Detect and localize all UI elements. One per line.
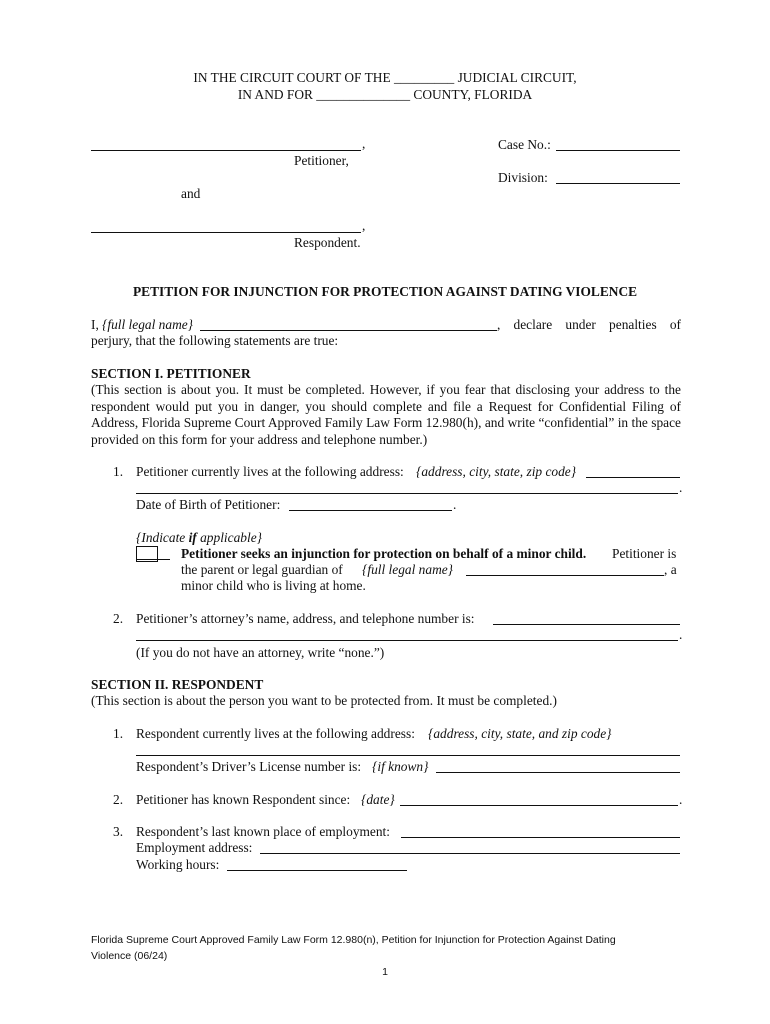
case-no-field[interactable] xyxy=(556,150,680,151)
s1-item2-text: Petitioner’s attorney’s name, address, and telephone number is: xyxy=(136,611,475,626)
s2-item3-text: Respondent’s last known place of employment: xyxy=(136,824,391,839)
working-hours-field[interactable] xyxy=(227,870,407,871)
petitioner-address-field-1[interactable] xyxy=(586,477,680,478)
minor-line3: minor child who is living at home. xyxy=(181,578,366,593)
dl-label: Respondent’s Driver’s License number is: xyxy=(136,759,362,774)
section2-heading: SECTION II. RESPONDENT xyxy=(91,677,264,692)
s2-item3-number: 3. xyxy=(113,824,124,839)
court-header-line1: IN THE CIRCUIT COURT OF THE _________ JUDICIAL CIRCUIT, xyxy=(193,70,577,85)
attorney-field-1[interactable] xyxy=(493,624,680,625)
section1-heading: SECTION I. PETITIONER xyxy=(91,366,251,381)
dl-hint: {if known} xyxy=(372,759,429,774)
declaration-line2: perjury, that the following statements are true: xyxy=(91,333,339,348)
working-hours-label: Working hours: xyxy=(136,857,220,872)
respondent-label: Respondent. xyxy=(294,235,361,250)
page-number: 1 xyxy=(382,966,388,978)
footer-line1: Florida Supreme Court Approved Family Law Form 12.980(n), Petition for Injunction for Protection Against Dating xyxy=(91,934,616,946)
minor-child-rest: Petitioner is xyxy=(612,546,677,561)
division-field[interactable] xyxy=(556,183,680,184)
indicate-applicable-note: {Indicate if applicable} xyxy=(136,530,262,545)
employment-address-label: Employment address: xyxy=(136,840,253,855)
petitioner-label: Petitioner, xyxy=(294,153,349,168)
division-label: Division: xyxy=(498,170,548,185)
known-since-field[interactable] xyxy=(400,805,678,806)
s1-item1-number: 1. xyxy=(113,464,124,479)
form-title: PETITION FOR INJUNCTION FOR PROTECTION AGAINST DATING VIOLENCE xyxy=(132,284,638,299)
minor-line2-pre: the parent or legal guardian of xyxy=(181,562,343,577)
s2-item2-number: 2. xyxy=(113,792,124,807)
declaration-prefix: I, xyxy=(91,317,99,332)
respondent-name-line[interactable] xyxy=(91,232,361,233)
petitioner-address-field-2[interactable] xyxy=(136,493,678,494)
minor-child-checkbox-row xyxy=(136,546,162,565)
dob-label: Date of Birth of Petitioner: xyxy=(136,497,281,512)
full-legal-name-field[interactable] xyxy=(200,330,497,331)
court-header-line2: IN AND FOR ______________ COUNTY, FLORIDA xyxy=(237,87,533,102)
minor-child-statement: Petitioner seeks an injunction for protection on behalf of a minor child. xyxy=(181,546,587,561)
s2-item2-text: Petitioner has known Respondent since: xyxy=(136,792,351,807)
s2-item1-number: 1. xyxy=(113,726,124,741)
minor-child-name-field[interactable] xyxy=(466,575,664,576)
s2-item1-text: Respondent currently lives at the following address: xyxy=(136,726,415,741)
declaration-suffix: , declare under penalties of xyxy=(497,317,681,332)
respondent-address-field[interactable] xyxy=(136,755,680,756)
employment-place-field[interactable] xyxy=(401,837,680,838)
s1-item1-text: Petitioner currently lives at the following address: xyxy=(136,464,404,479)
attorney-note: (If you do not have an attorney, write “none.”) xyxy=(136,645,385,660)
s2-item1-hint: {address, city, state, and zip code} xyxy=(428,726,612,741)
attorney-field-2[interactable] xyxy=(136,640,678,641)
petitioner-name-line[interactable] xyxy=(91,150,361,151)
s1-item1-hint: {address, city, state, zip code} xyxy=(416,464,577,479)
and-label: and xyxy=(181,186,201,201)
minor-line2-post: , a xyxy=(664,562,677,577)
s2-item2-hint: {date} xyxy=(361,792,395,807)
section1-intro: (This section is about you. It must be completed. However, if you fear that disclosing your address to the respondent would put you in danger, you should complete and file a Request for Confidential Filing of Address, Florida Supreme Court Approved Family Law Form 12.980(h), and write “confidential” in the space provided on this form for your address and telephone number.) xyxy=(91,382,681,447)
drivers-license-field[interactable] xyxy=(436,772,680,773)
dob-field[interactable] xyxy=(289,510,452,511)
document-page: IN THE CIRCUIT COURT OF THE _________ JUDICIAL CIRCUIT, IN AND FOR ______________ COUNTY, FLORIDA , Petitioner, and , Respondent. Case No.: Division: PETITION FOR INJUNCTION FOR PROTECTION AGAINST DATING VIOLENCE I, {full legal name} , declare under penalties of perjury, that the following statements are true: SECTION I. PETITIONER (This section is about you. It must be completed. However, if you fear that disclosing your address to the respondent would put you in danger, you should complete and file a Request for Confidential Filing of Address, Florida Supreme Court Approved Family Law Form 12.980(h), and write “confidential” in the space provided on this form for your address and telephone number.) 1. Petitioner currently lives at the following address: {address, city, state, zip code} . Date of Birth of Petitioner: . {Indicate if applicable} Petitioner seeks an injunction for protection on behalf of a minor child. Petitioner is the parent or legal guardian of {full legal name} , a minor child who is living at home. 2. Petitioner’s attorney’s name, address, and telephone number is: . (If you do not have an attorney, write “none.”) SECTION II. RESPONDENT (This section is about the person you want to be protected from. It must be completed.) 1. Respondent currently lives at the following address: {address, city, state, and zip code} Respondent’s Driver’s License number is: {if known} 2. Petitioner has known Respondent since: {date} . 3. Respondent’s last known place of employment: Employment address: Working hours: Florida Supreme Court Approved Family Law Form 12.980(n), Petition for Injunction for Protection Against Dating Violence (06/24) 1 xyxy=(0,0,770,1024)
minor-line2-hint: {full legal name} xyxy=(362,562,454,577)
employment-address-field[interactable] xyxy=(260,853,680,854)
s1-item2-number: 2. xyxy=(113,611,124,626)
section2-intro: (This section is about the person you want to be protected from. It must be completed.) xyxy=(91,693,557,708)
declaration-hint: {full legal name} xyxy=(102,317,194,332)
case-no-label: Case No.: xyxy=(498,137,551,152)
footer-line2: Violence (06/24) xyxy=(91,950,168,962)
